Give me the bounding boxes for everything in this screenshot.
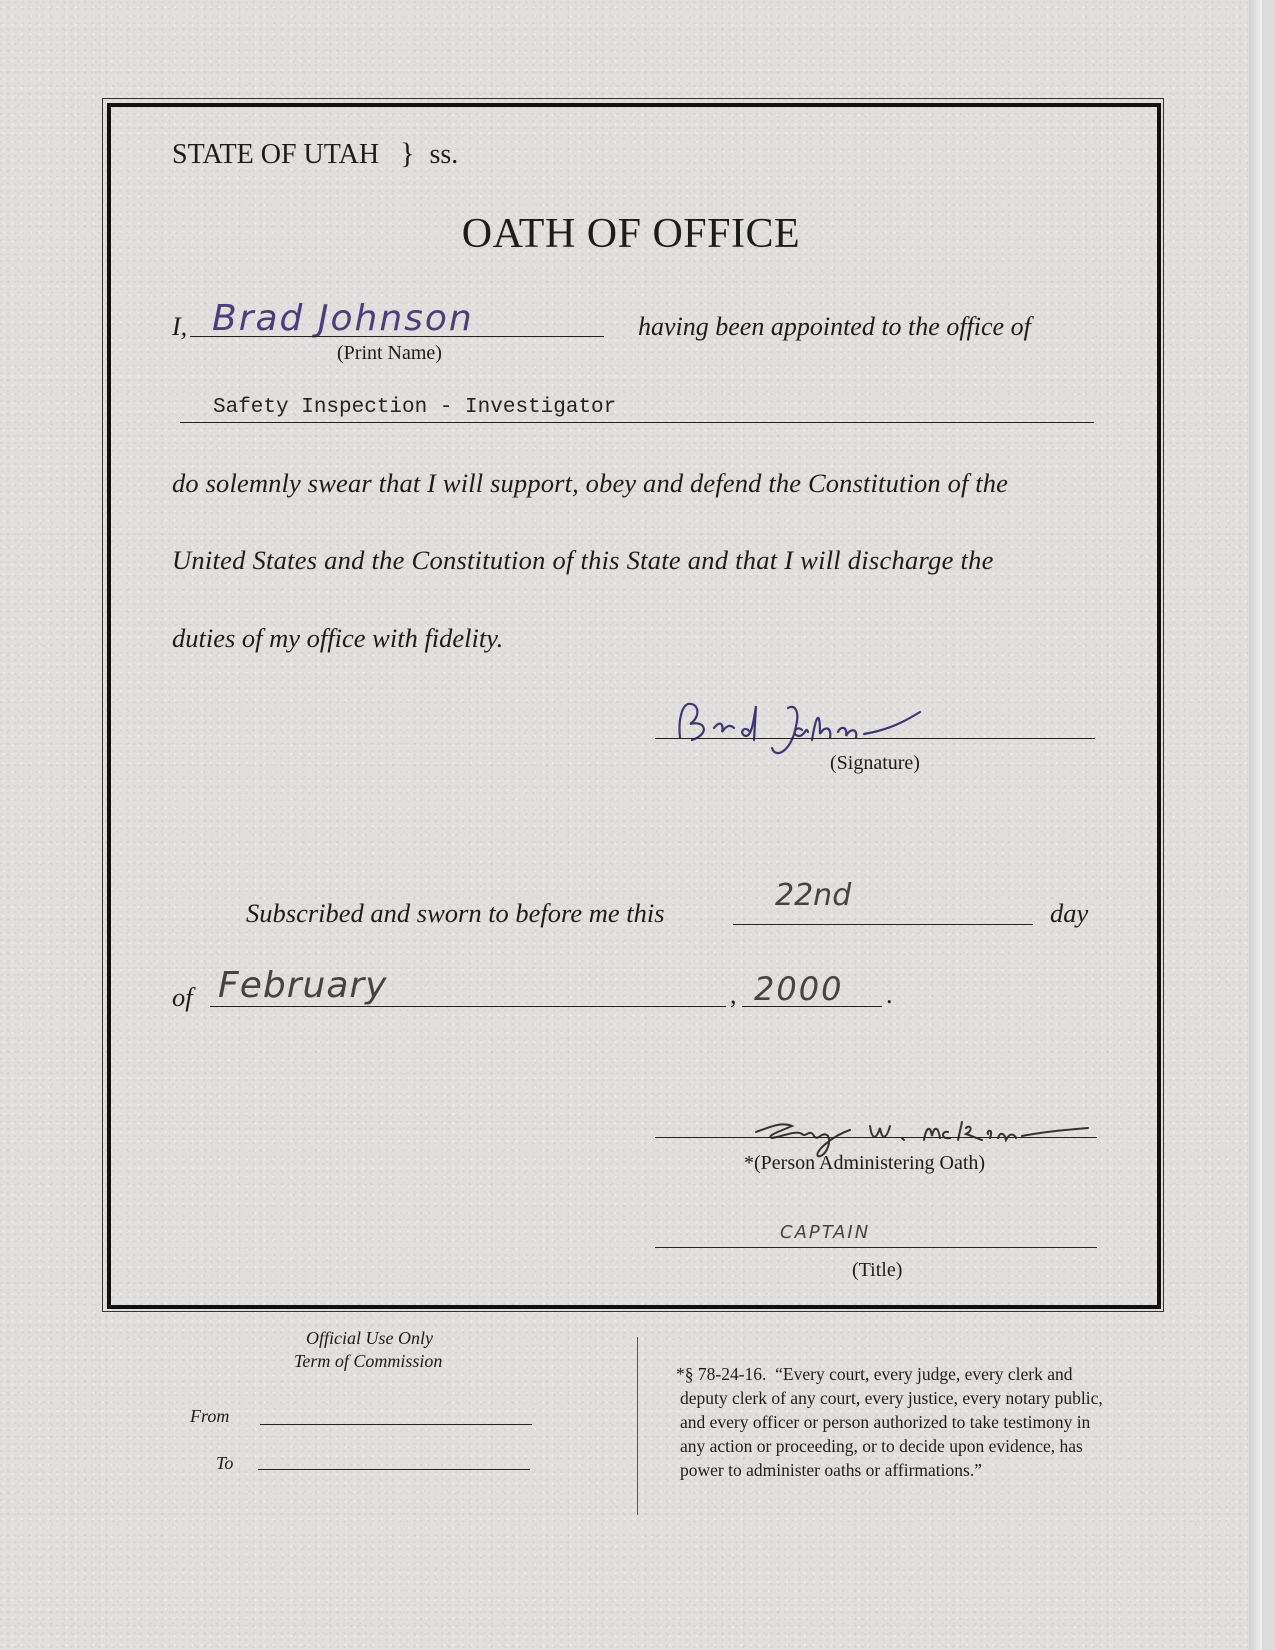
print-name-line <box>190 336 604 337</box>
signature-caption: (Signature) <box>830 752 920 774</box>
administrator-line <box>655 1137 1097 1138</box>
subscribed-text: Subscribed and sworn to before me this <box>246 898 665 928</box>
footnote-line-1: *§ 78-24-16. “Every court, every judge, every clerk and <box>676 1364 1073 1384</box>
signature-text: Brad Johnson <box>668 690 674 691</box>
of-label: of <box>172 982 193 1012</box>
title-line <box>655 1247 1097 1248</box>
administrator-signature-text: Jerry W. McKerine <box>752 1106 760 1107</box>
oath-line-2: United States and the Constitution of this State and that I will discharge the <box>172 545 994 575</box>
page-title: OATH OF OFFICE <box>461 211 801 257</box>
title-caption: (Title) <box>852 1259 903 1281</box>
comma: , <box>730 980 737 1009</box>
office-value[interactable]: Safety Inspection - Investigator <box>213 396 617 419</box>
day-value[interactable]: 22nd <box>775 878 852 913</box>
print-name-value[interactable]: Brad Johnson <box>212 298 474 339</box>
year-line <box>742 1006 882 1007</box>
title-value[interactable]: CAPTAIN <box>780 1222 871 1243</box>
from-label: From <box>190 1406 230 1426</box>
period: . <box>886 980 893 1009</box>
section-divider <box>637 1337 638 1515</box>
to-label: To <box>216 1453 234 1473</box>
appointed-text: having been appointed to the office of <box>638 312 1031 341</box>
signature-line <box>655 738 1095 739</box>
day-line <box>733 924 1033 925</box>
to-line[interactable] <box>258 1469 530 1470</box>
term-of-commission-heading: Term of Commission <box>294 1351 443 1371</box>
brace: } <box>400 137 415 170</box>
from-line[interactable] <box>260 1424 532 1425</box>
signature-mark[interactable] <box>668 690 928 760</box>
year-value[interactable]: 2000 <box>754 970 844 1008</box>
footnote-line-5: power to administer oaths or affirmations.” <box>680 1460 982 1480</box>
oath-line-1: do solemnly swear that I will support, obey and defend the Constitution of the <box>172 468 1009 498</box>
footnote-line-3: and every officer or person authorized to take testimony in <box>680 1412 1091 1432</box>
oath-line-3: duties of my office with fidelity. <box>172 623 504 653</box>
month-line <box>210 1006 726 1007</box>
administrator-caption: *(Person Administering Oath) <box>744 1152 986 1174</box>
office-line <box>180 422 1094 423</box>
footnote-line-4: any action or proceeding, or to decide upon evidence, has <box>680 1436 1083 1456</box>
day-label: day <box>1050 898 1089 928</box>
print-name-caption: (Print Name) <box>337 342 442 364</box>
month-value[interactable]: February <box>218 965 388 1006</box>
footnote-line-2: deputy clerk of any court, every justice, every notary public, <box>680 1388 1103 1408</box>
i-label: I, <box>172 312 188 341</box>
state-name: STATE OF UTAH <box>172 139 380 170</box>
official-use-heading: Official Use Only <box>306 1328 433 1348</box>
ss-label: ss. <box>429 139 459 170</box>
state-line <box>172 137 458 171</box>
